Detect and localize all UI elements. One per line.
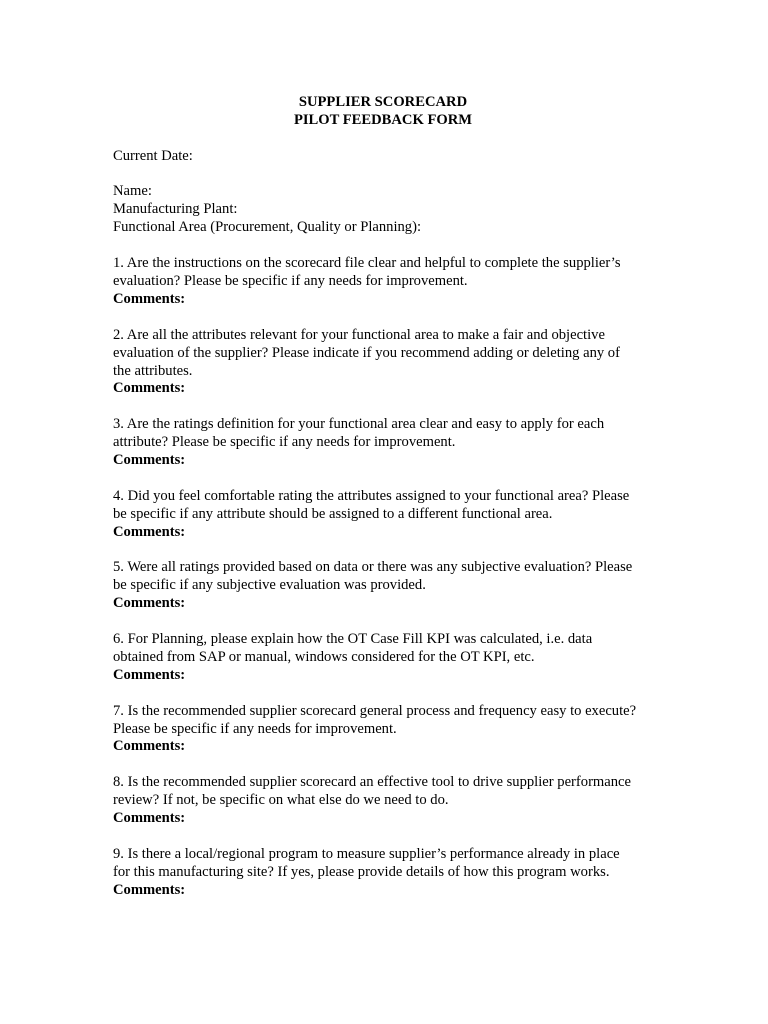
question-list — [113, 255, 663, 900]
comments-label: Comments: — [113, 452, 186, 469]
comments-label: Comments: — [113, 666, 186, 683]
comments-label: Comments: — [113, 810, 186, 827]
question-text-line: attribute? Please be specific if any needs for improvement. — [113, 434, 456, 451]
comments-label: Comments: — [113, 290, 186, 307]
question-text-line: review? If not, be specific on what else do we need to do. — [113, 792, 449, 809]
question-9 — [113, 846, 663, 900]
question-text-line: 2. Are all the attributes relevant for your functional area to make a fair and objective — [113, 326, 605, 343]
question-2 — [113, 327, 663, 399]
question-text-line: be specific if any attribute should be assigned to a different functional area. — [113, 505, 553, 522]
question-7 — [113, 703, 663, 757]
question-text-line: 7. Is the recommended supplier scorecard general process and frequency easy to execute? — [113, 702, 637, 719]
question-text-line: 6. For Planning, please explain how the OT Case Fill KPI was calculated, i.e. data — [113, 631, 593, 648]
question-3 — [113, 416, 663, 470]
question-text-line: 1. Are the instructions on the scorecard file clear and helpful to complete the supplier’s — [113, 255, 621, 272]
question-text-line: Please be specific if any needs for improvement. — [113, 720, 397, 737]
question-text-line: the attributes. — [113, 362, 193, 379]
question-text-line: evaluation of the supplier? Please indicate if you recommend adding or deleting any of — [113, 344, 620, 361]
comments-label: Comments: — [113, 523, 186, 540]
question-text-line: 4. Did you feel comfortable rating the attributes assigned to your functional area? Please — [113, 487, 630, 504]
question-text-line: 3. Are the ratings definition for your functional area clear and easy to apply for each — [113, 416, 605, 433]
question-6 — [113, 631, 663, 685]
question-1 — [113, 255, 663, 309]
name-label: Name: — [113, 183, 152, 200]
form-title — [113, 94, 653, 130]
title-line-2: PILOT FEEDBACK FORM — [293, 111, 473, 128]
comments-label: Comments: — [113, 380, 186, 397]
manufacturing-plant-label: Manufacturing Plant: — [113, 201, 238, 218]
question-4 — [113, 488, 663, 542]
question-text-line: 5. Were all ratings provided based on data or there was any subjective evaluation? Please — [113, 559, 633, 576]
comments-label: Comments: — [113, 881, 186, 898]
comments-label: Comments: — [113, 738, 186, 755]
question-text-line: evaluation? Please be specific if any needs for improvement. — [113, 272, 468, 289]
question-5 — [113, 559, 663, 613]
question-text-line: 8. Is the recommended supplier scorecard an effective tool to drive supplier performance — [113, 774, 632, 791]
document-page — [113, 94, 663, 900]
question-text-line: be specific if any subjective evaluation was provided. — [113, 577, 426, 594]
functional-area-label: Functional Area (Procurement, Quality or Planning): — [113, 219, 422, 236]
question-text-line: obtained from SAP or manual, windows considered for the OT KPI, etc. — [113, 648, 535, 665]
comments-label: Comments: — [113, 595, 186, 612]
question-text-line: for this manufacturing site? If yes, please provide details of how this program works. — [113, 863, 610, 880]
current-date-label: Current Date: — [113, 147, 193, 164]
question-text-line: 9. Is there a local/regional program to measure supplier’s performance already in place — [113, 845, 620, 862]
title-line-1: SUPPLIER SCORECARD — [298, 94, 468, 110]
question-8 — [113, 774, 663, 828]
